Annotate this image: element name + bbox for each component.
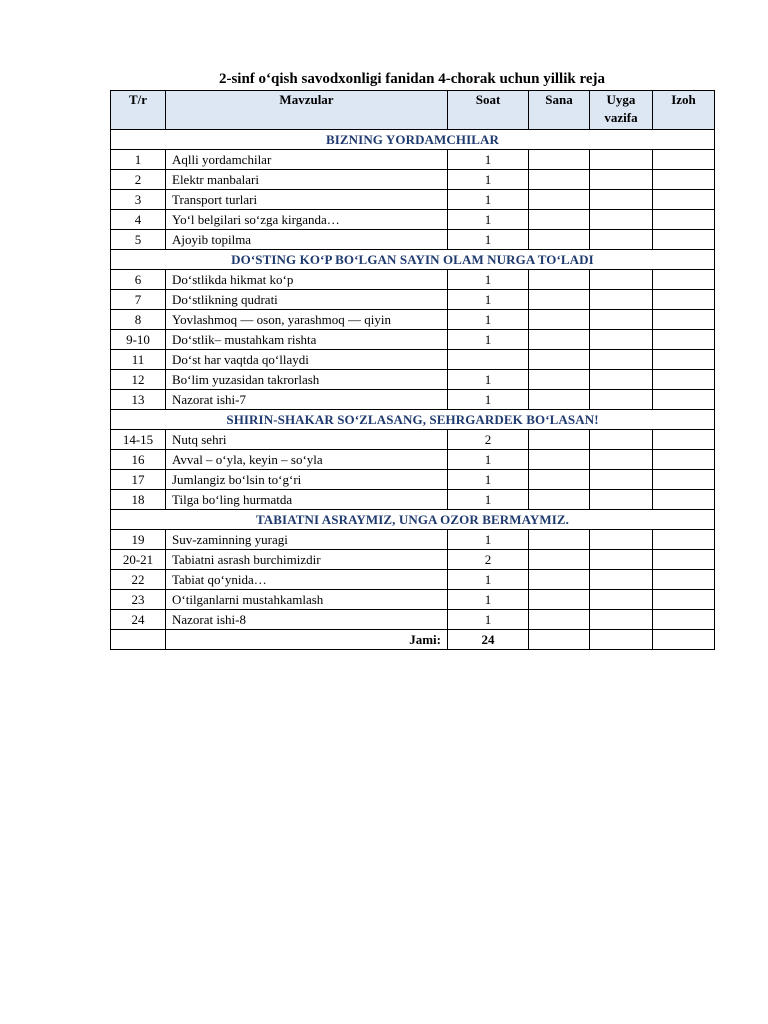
table-row bbox=[111, 210, 715, 230]
row-hours: 1 bbox=[448, 190, 529, 210]
row-homework bbox=[590, 390, 653, 410]
row-number: 16 bbox=[111, 450, 166, 470]
row-date bbox=[529, 610, 590, 630]
section-title: SHIRIN-SHAKAR SO‘ZLASANG, SEHRGARDEK BO‘LASAN! bbox=[111, 410, 715, 430]
row-number: 5 bbox=[111, 230, 166, 250]
row-homework bbox=[590, 190, 653, 210]
row-date bbox=[529, 190, 590, 210]
row-homework bbox=[590, 170, 653, 190]
row-homework bbox=[590, 570, 653, 590]
row-date bbox=[529, 550, 590, 570]
row-note bbox=[653, 490, 715, 510]
row-homework bbox=[590, 150, 653, 170]
row-note bbox=[653, 210, 715, 230]
row-number: 17 bbox=[111, 470, 166, 490]
row-number: 3 bbox=[111, 190, 166, 210]
row-number: 4 bbox=[111, 210, 166, 230]
header-topic: Mavzular bbox=[166, 91, 448, 130]
row-number: 2 bbox=[111, 170, 166, 190]
row-topic: Nazorat ishi-7 bbox=[166, 390, 448, 410]
row-topic: Do‘st har vaqtda qo‘llaydi bbox=[166, 350, 448, 370]
row-number: 14-15 bbox=[111, 430, 166, 450]
section-title: TABIATNI ASRAYMIZ, UNGA OZOR BERMAYMIZ. bbox=[111, 510, 715, 530]
table-row bbox=[111, 530, 715, 550]
table-row bbox=[111, 590, 715, 610]
table-row bbox=[111, 430, 715, 450]
row-date bbox=[529, 570, 590, 590]
table-row bbox=[111, 270, 715, 290]
row-topic: Avval – o‘yla, keyin – so‘yla bbox=[166, 450, 448, 470]
row-topic: Nazorat ishi-8 bbox=[166, 610, 448, 630]
section-row bbox=[111, 510, 715, 530]
row-date bbox=[529, 370, 590, 390]
row-homework bbox=[590, 450, 653, 470]
row-date bbox=[529, 530, 590, 550]
row-topic: Transport turlari bbox=[166, 190, 448, 210]
table-row bbox=[111, 230, 715, 250]
row-homework bbox=[590, 370, 653, 390]
table-row bbox=[111, 190, 715, 210]
row-hours: 1 bbox=[448, 530, 529, 550]
row-number: 19 bbox=[111, 530, 166, 550]
table-row bbox=[111, 390, 715, 410]
row-homework bbox=[590, 610, 653, 630]
row-hours: 1 bbox=[448, 390, 529, 410]
row-note bbox=[653, 230, 715, 250]
row-topic: Do‘stlikda hikmat ko‘p bbox=[166, 270, 448, 290]
section-row bbox=[111, 250, 715, 270]
table-row bbox=[111, 350, 715, 370]
row-number: 11 bbox=[111, 350, 166, 370]
row-topic: Yo‘l belgilari so‘zga kirganda… bbox=[166, 210, 448, 230]
row-topic: Bo‘lim yuzasidan takrorlash bbox=[166, 370, 448, 390]
row-homework bbox=[590, 270, 653, 290]
row-homework bbox=[590, 470, 653, 490]
table-row bbox=[111, 610, 715, 630]
row-number: 23 bbox=[111, 590, 166, 610]
row-number: 9-10 bbox=[111, 330, 166, 350]
row-note bbox=[653, 530, 715, 550]
row-homework bbox=[590, 430, 653, 450]
row-date bbox=[529, 450, 590, 470]
row-hours: 2 bbox=[448, 550, 529, 570]
row-date bbox=[529, 330, 590, 350]
row-hours: 1 bbox=[448, 490, 529, 510]
row-topic: Yovlashmoq — oson, yarashmoq — qiyin bbox=[166, 310, 448, 330]
table-header-row bbox=[111, 91, 715, 130]
row-homework bbox=[590, 530, 653, 550]
section-title: DO‘STING KO‘P BO‘LGAN SAYIN OLAM NURGA TO‘LADI bbox=[111, 250, 715, 270]
row-hours: 1 bbox=[448, 330, 529, 350]
row-number: 24 bbox=[111, 610, 166, 630]
row-hours: 1 bbox=[448, 270, 529, 290]
row-note bbox=[653, 390, 715, 410]
row-homework bbox=[590, 230, 653, 250]
document-title: 2-sinf o‘qish savodxonligi fanidan 4-chorak uchun yillik reja bbox=[218, 71, 606, 87]
table-row bbox=[111, 550, 715, 570]
row-note bbox=[653, 370, 715, 390]
row-number: 22 bbox=[111, 570, 166, 590]
row-note bbox=[653, 570, 715, 590]
row-note bbox=[653, 350, 715, 370]
row-date bbox=[529, 590, 590, 610]
row-topic: Tabiat qo‘ynida… bbox=[166, 570, 448, 590]
row-hours: 1 bbox=[448, 170, 529, 190]
plan-table bbox=[110, 90, 715, 650]
row-topic: Ajoyib topilma bbox=[166, 230, 448, 250]
header-note: Izoh bbox=[653, 91, 715, 130]
table-body bbox=[111, 130, 715, 630]
row-topic: O‘tilganlarni mustahkamlash bbox=[166, 590, 448, 610]
row-number: 13 bbox=[111, 390, 166, 410]
row-date bbox=[529, 310, 590, 330]
row-note bbox=[653, 590, 715, 610]
row-date bbox=[529, 150, 590, 170]
row-note bbox=[653, 150, 715, 170]
table-row bbox=[111, 330, 715, 350]
row-note bbox=[653, 190, 715, 210]
row-topic: Aqlli yordamchilar bbox=[166, 150, 448, 170]
row-homework bbox=[590, 550, 653, 570]
total-empty-homework bbox=[590, 630, 653, 650]
table-row bbox=[111, 310, 715, 330]
row-hours: 1 bbox=[448, 450, 529, 470]
row-topic: Do‘stlik– mustahkam rishta bbox=[166, 330, 448, 350]
row-number: 7 bbox=[111, 290, 166, 310]
table-row bbox=[111, 470, 715, 490]
row-date bbox=[529, 270, 590, 290]
row-topic: Jumlangiz bo‘lsin to‘g‘ri bbox=[166, 470, 448, 490]
row-hours: 1 bbox=[448, 470, 529, 490]
row-hours bbox=[448, 350, 529, 370]
total-value: 24 bbox=[448, 630, 529, 650]
total-spacer bbox=[111, 630, 166, 650]
header-homework: Uyga vazifa bbox=[590, 91, 653, 130]
row-topic: Do‘stlikning qudrati bbox=[166, 290, 448, 310]
row-date bbox=[529, 430, 590, 450]
row-date bbox=[529, 290, 590, 310]
row-date bbox=[529, 350, 590, 370]
row-homework bbox=[590, 490, 653, 510]
row-date bbox=[529, 390, 590, 410]
row-hours: 1 bbox=[448, 590, 529, 610]
header-date: Sana bbox=[529, 91, 590, 130]
row-homework bbox=[590, 330, 653, 350]
total-empty-note bbox=[653, 630, 715, 650]
row-date bbox=[529, 170, 590, 190]
row-hours: 1 bbox=[448, 370, 529, 390]
row-homework bbox=[590, 590, 653, 610]
row-homework bbox=[590, 310, 653, 330]
section-row bbox=[111, 130, 715, 150]
row-note bbox=[653, 330, 715, 350]
row-homework bbox=[590, 210, 653, 230]
row-hours: 1 bbox=[448, 290, 529, 310]
row-note bbox=[653, 310, 715, 330]
row-note bbox=[653, 610, 715, 630]
section-title: BIZNING YORDAMCHILAR bbox=[111, 130, 715, 150]
table-row bbox=[111, 450, 715, 470]
header-hours: Soat bbox=[448, 91, 529, 130]
row-date bbox=[529, 210, 590, 230]
row-note bbox=[653, 290, 715, 310]
total-label: Jami: bbox=[166, 630, 448, 650]
table-row bbox=[111, 570, 715, 590]
row-number: 20-21 bbox=[111, 550, 166, 570]
row-hours: 1 bbox=[448, 230, 529, 250]
row-hours: 1 bbox=[448, 210, 529, 230]
row-topic: Tilga bo‘ling hurmatda bbox=[166, 490, 448, 510]
row-date bbox=[529, 230, 590, 250]
row-hours: 1 bbox=[448, 150, 529, 170]
table-row bbox=[111, 290, 715, 310]
row-note bbox=[653, 270, 715, 290]
row-topic: Tabiatni asrash burchimizdir bbox=[166, 550, 448, 570]
row-number: 12 bbox=[111, 370, 166, 390]
row-homework bbox=[590, 290, 653, 310]
row-note bbox=[653, 550, 715, 570]
total-row bbox=[111, 630, 715, 650]
row-number: 18 bbox=[111, 490, 166, 510]
row-hours: 1 bbox=[448, 310, 529, 330]
row-hours: 1 bbox=[448, 570, 529, 590]
row-hours: 2 bbox=[448, 430, 529, 450]
header-num: T/r bbox=[111, 91, 166, 130]
row-date bbox=[529, 470, 590, 490]
total-empty-date bbox=[529, 630, 590, 650]
table-row bbox=[111, 370, 715, 390]
row-topic: Elektr manbalari bbox=[166, 170, 448, 190]
row-hours: 1 bbox=[448, 610, 529, 630]
row-note bbox=[653, 430, 715, 450]
row-note bbox=[653, 470, 715, 490]
row-number: 8 bbox=[111, 310, 166, 330]
row-homework bbox=[590, 350, 653, 370]
row-number: 6 bbox=[111, 270, 166, 290]
row-number: 1 bbox=[111, 150, 166, 170]
row-topic: Suv-zaminning yuragi bbox=[166, 530, 448, 550]
row-date bbox=[529, 490, 590, 510]
row-topic: Nutq sehri bbox=[166, 430, 448, 450]
section-row bbox=[111, 410, 715, 430]
table-row bbox=[111, 490, 715, 510]
table-row bbox=[111, 150, 715, 170]
row-note bbox=[653, 170, 715, 190]
row-note bbox=[653, 450, 715, 470]
table-row bbox=[111, 170, 715, 190]
